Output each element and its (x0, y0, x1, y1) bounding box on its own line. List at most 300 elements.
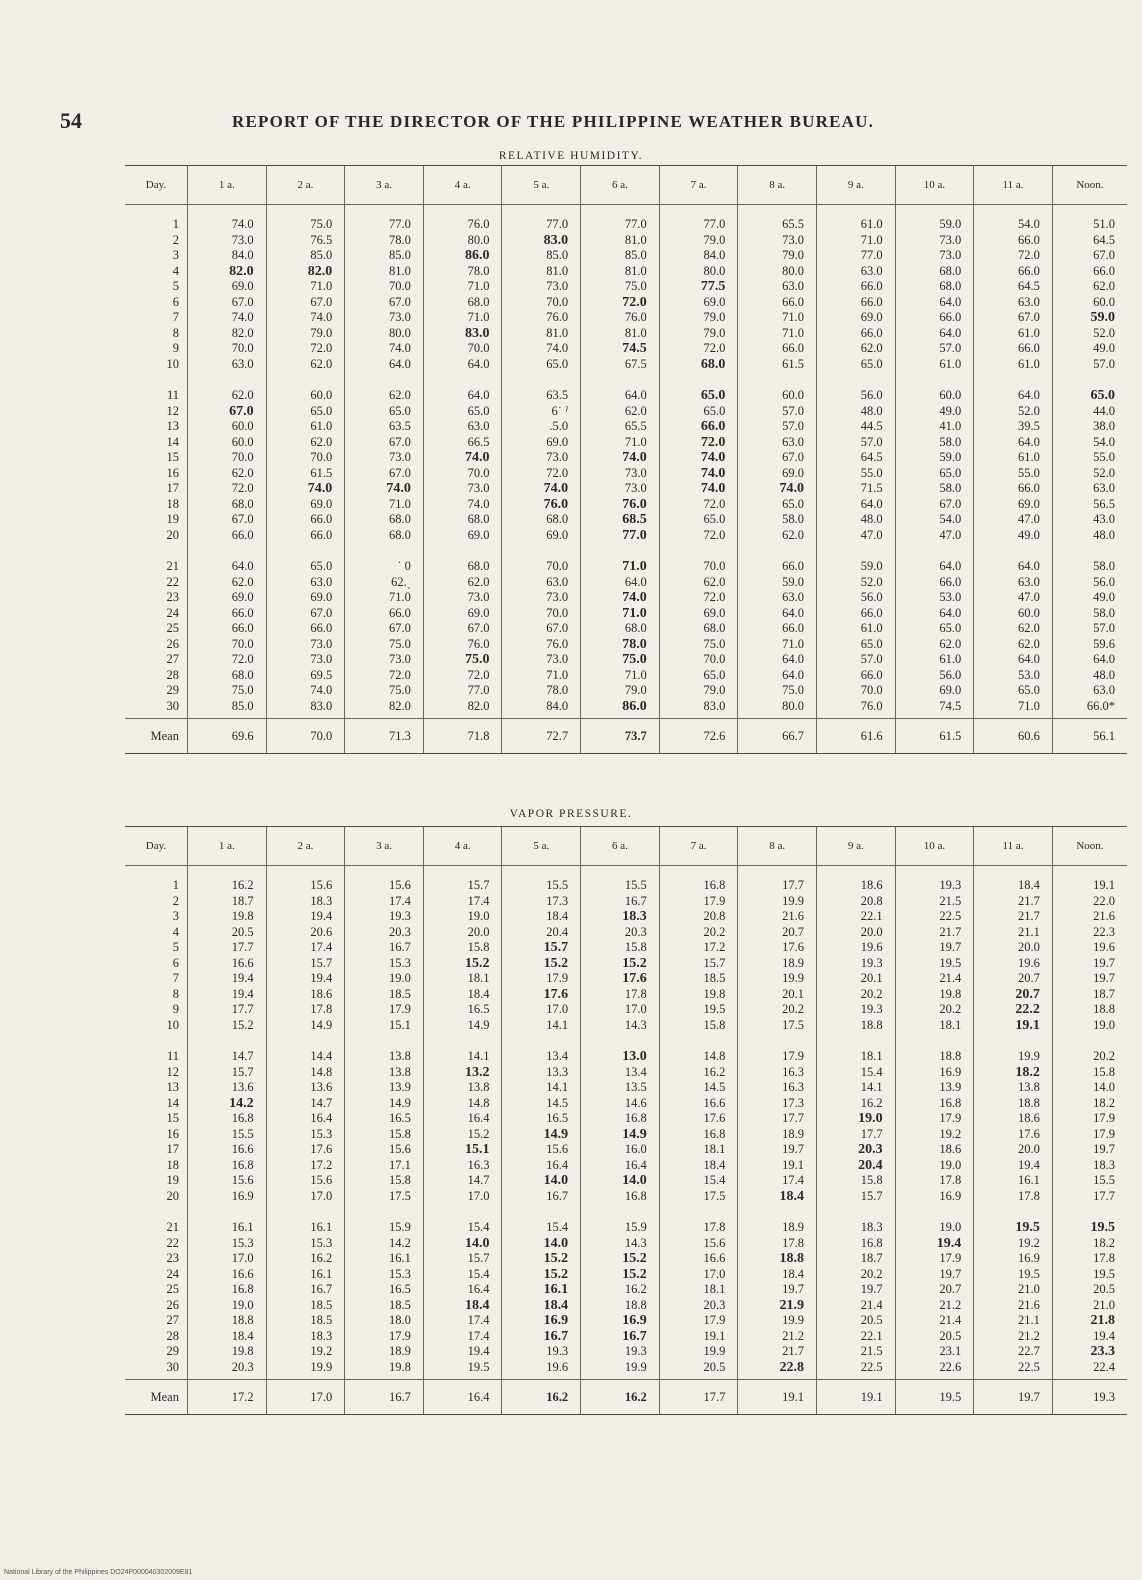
day-cell: 26 (166, 636, 179, 651)
mean-value: 72.6 (659, 719, 738, 754)
value-cell: 14.0 (502, 1173, 581, 1189)
value-cell: 63.0 (1052, 481, 1127, 497)
value-cell: 19.0 (423, 909, 502, 925)
value-cell: 72.0 (502, 466, 581, 482)
value-cell: 77.0 (581, 528, 660, 548)
value-cell: 16.6 (187, 956, 266, 972)
value-cell: 20.0 (816, 925, 895, 941)
table-row (125, 1208, 1127, 1236)
value-cell: 17.0 (581, 1002, 660, 1018)
value-cell: 15.6 (659, 1236, 738, 1252)
value-cell: 21.9 (738, 1298, 817, 1314)
value-cell: 76.0 (423, 637, 502, 653)
mean-value: 19.3 (1052, 1380, 1127, 1415)
value-cell: 73.0 (266, 652, 345, 668)
day-cell: 6 (172, 955, 179, 970)
table-row (125, 1002, 1127, 1018)
value-cell: 21.2 (895, 1298, 974, 1314)
mean-value: 56.1 (1052, 719, 1127, 754)
value-cell: 20.5 (187, 925, 266, 941)
value-cell: 69.5 (266, 668, 345, 684)
relative-humidity-table (125, 165, 1127, 754)
table-row (125, 404, 1127, 420)
value-cell: 73.0 (187, 233, 266, 249)
table-row (125, 1298, 1127, 1314)
hour-column-header: 1 a. (187, 166, 266, 205)
value-cell: 13.4 (502, 1037, 581, 1065)
value-cell: 19.4 (895, 1236, 974, 1252)
value-cell: 17.9 (1052, 1127, 1127, 1143)
value-cell: 72.0 (659, 435, 738, 451)
value-cell: 67.0 (502, 621, 581, 637)
value-cell: 19.9 (738, 971, 817, 987)
value-cell: 15.8 (423, 940, 502, 956)
value-cell: 13.2 (423, 1065, 502, 1081)
value-cell: 71.0 (345, 497, 424, 513)
value-cell: 72.0 (974, 248, 1053, 264)
value-cell: 15.7 (423, 1251, 502, 1267)
value-cell: 85.0 (345, 248, 424, 264)
value-cell: 72.0 (659, 528, 738, 548)
table-row (125, 575, 1127, 591)
value-cell: 16.7 (266, 1282, 345, 1298)
day-cell: 26 (166, 1297, 179, 1312)
value-cell: 48.0 (1052, 668, 1127, 684)
value-cell: 74.0 (345, 341, 424, 357)
value-cell: 82.0 (423, 699, 502, 719)
table-row (125, 1173, 1127, 1189)
value-cell: 17.6 (266, 1142, 345, 1158)
mean-value: 72.7 (502, 719, 581, 754)
day-cell: 16 (166, 465, 179, 480)
value-cell: 19.3 (581, 1344, 660, 1360)
day-cell: 5 (172, 279, 179, 293)
value-cell: 19.7 (1052, 1142, 1127, 1158)
value-cell: 60.0 (1052, 295, 1127, 311)
value-cell: 16.9 (895, 1065, 974, 1081)
value-cell: 57.0 (1052, 357, 1127, 377)
value-cell: 71.0 (738, 637, 817, 653)
hour-column-header: 9 a. (816, 166, 895, 205)
value-cell: 13.5 (581, 1080, 660, 1096)
value-cell: 70.0 (187, 637, 266, 653)
table-row (125, 1127, 1127, 1143)
value-cell: 74.0 (738, 481, 817, 497)
value-cell: 69.0 (187, 590, 266, 606)
value-cell: 83.0 (659, 699, 738, 719)
value-cell: 15.2 (502, 956, 581, 972)
value-cell: 52.0 (1052, 326, 1127, 342)
value-cell: 16.1 (266, 1267, 345, 1283)
day-cell: 13 (166, 419, 179, 433)
value-cell: 79.0 (659, 233, 738, 249)
value-cell: 18.3 (581, 909, 660, 925)
table-row (125, 1313, 1127, 1329)
table-row (125, 1360, 1127, 1380)
table-row (125, 637, 1127, 653)
value-cell: 14.3 (581, 1236, 660, 1252)
value-cell: 72.0 (187, 481, 266, 497)
table-row (125, 481, 1127, 497)
table-row (125, 652, 1127, 668)
mean-value: 17.0 (266, 1380, 345, 1415)
value-cell: 59.0 (895, 450, 974, 466)
value-cell: 17.9 (659, 1313, 738, 1329)
value-cell: 73.0 (502, 652, 581, 668)
value-cell: 69.0 (738, 466, 817, 482)
value-cell: 76.5 (266, 233, 345, 249)
value-cell: 17.9 (895, 1251, 974, 1267)
day-cell: 8 (172, 325, 179, 340)
value-cell: 18.7 (816, 1251, 895, 1267)
value-cell: 62.0 (895, 637, 974, 653)
value-cell: 18.5 (266, 1313, 345, 1329)
value-cell: 16.1 (974, 1173, 1053, 1189)
table-row (125, 987, 1127, 1003)
mean-value: 17.7 (659, 1380, 738, 1415)
value-cell: 69.0 (895, 683, 974, 699)
value-cell: 21.6 (1052, 909, 1127, 925)
value-cell: 74.0 (187, 310, 266, 326)
vapor-section-title: VAPOR PRESSURE. (509, 808, 633, 820)
day-cell: 11 (166, 1049, 179, 1063)
value-cell: 66.0 (816, 326, 895, 342)
value-cell: 69.0 (816, 310, 895, 326)
value-cell: 66.0 (187, 606, 266, 622)
value-cell: 17.5 (659, 1189, 738, 1209)
value-cell: 20.4 (816, 1158, 895, 1174)
value-cell: 74.5 (895, 699, 974, 719)
value-cell: 71.0 (581, 547, 660, 575)
value-cell: 74.0 (187, 205, 266, 233)
value-cell: 72.0 (187, 652, 266, 668)
value-cell: 16.6 (659, 1096, 738, 1112)
value-cell: 23.3 (1052, 1344, 1127, 1360)
hour-column-header: 5 a. (502, 166, 581, 205)
value-cell: 19.9 (581, 1360, 660, 1380)
value-cell: 79.0 (659, 683, 738, 699)
value-cell: 67.0 (187, 295, 266, 311)
value-cell: 82.0 (187, 264, 266, 280)
value-cell: 21.1 (974, 1313, 1053, 1329)
value-cell: 21.0 (974, 1282, 1053, 1298)
value-cell: 18.4 (423, 1298, 502, 1314)
value-cell: 19.6 (1052, 940, 1127, 956)
value-cell: 67.0 (738, 450, 817, 466)
value-cell: 62.0 (581, 404, 660, 420)
value-cell: 53.0 (895, 590, 974, 606)
value-cell: 16.9 (974, 1251, 1053, 1267)
value-cell: 39.5 (974, 419, 1053, 435)
value-cell: 83.0 (502, 233, 581, 249)
value-cell: 19.7 (738, 1282, 817, 1298)
value-cell: 16.2 (187, 866, 266, 894)
value-cell: 64.0 (974, 652, 1053, 668)
value-cell: 75.0 (659, 637, 738, 653)
mean-value: 61.5 (895, 719, 974, 754)
day-cell: 1 (172, 878, 179, 892)
day-cell: 2 (172, 232, 179, 247)
value-cell: 65.0 (266, 547, 345, 575)
value-cell: 72.0 (659, 341, 738, 357)
value-cell: 18.6 (816, 866, 895, 894)
value-cell: 20.2 (895, 1002, 974, 1018)
day-cell: 28 (166, 1328, 179, 1343)
value-cell: 15.6 (187, 1173, 266, 1189)
value-cell: 79.0 (738, 248, 817, 264)
value-cell: 18.2 (1052, 1096, 1127, 1112)
value-cell: 13.0 (581, 1037, 660, 1065)
value-cell: 17.3 (502, 894, 581, 910)
value-cell: 15.7 (423, 866, 502, 894)
day-cell: 29 (166, 683, 179, 697)
mean-value: 17.2 (187, 1380, 266, 1415)
value-cell: 19.7 (1052, 971, 1127, 987)
vapor-pressure-table (125, 826, 1127, 1415)
value-cell: 16.8 (581, 1189, 660, 1209)
value-cell: 19.7 (738, 1142, 817, 1158)
value-cell: 18.4 (187, 1329, 266, 1345)
value-cell: 15.5 (187, 1127, 266, 1143)
table-row (125, 925, 1127, 941)
value-cell: 81.0 (581, 233, 660, 249)
value-cell: 15.6 (266, 866, 345, 894)
value-cell: 66.0 (895, 310, 974, 326)
value-cell: 18.9 (738, 956, 817, 972)
value-cell: 19.7 (895, 1267, 974, 1283)
value-cell: 57.0 (816, 652, 895, 668)
value-cell: 21.6 (974, 1298, 1053, 1314)
value-cell: 19.0 (187, 1298, 266, 1314)
value-cell: 16.8 (895, 1096, 974, 1112)
value-cell: 44.0 (1052, 404, 1127, 420)
mean-row (125, 719, 1127, 754)
value-cell: 17.6 (974, 1127, 1053, 1143)
table-row (125, 1329, 1127, 1345)
value-cell: 17.9 (502, 971, 581, 987)
value-cell: 74.0 (581, 450, 660, 466)
value-cell: 14.1 (502, 1080, 581, 1096)
value-cell: 15.2 (502, 1251, 581, 1267)
day-cell: 25 (166, 1282, 179, 1296)
value-cell: 16.6 (659, 1251, 738, 1267)
value-cell: 62.0 (659, 575, 738, 591)
value-cell: 47.0 (895, 528, 974, 548)
value-cell: 17.8 (266, 1002, 345, 1018)
day-cell: 8 (172, 986, 179, 1001)
day-cell: 29 (166, 1344, 179, 1358)
value-cell: 79.0 (659, 326, 738, 342)
value-cell: 17.6 (581, 971, 660, 987)
value-cell: 18.7 (1052, 987, 1127, 1003)
mean-value: 16.4 (423, 1380, 502, 1415)
value-cell: 43.0 (1052, 512, 1127, 528)
value-cell: 21.5 (895, 894, 974, 910)
value-cell: 16.1 (187, 1208, 266, 1236)
table-row (125, 512, 1127, 528)
value-cell: 71.0 (345, 590, 424, 606)
value-cell: 61.0 (816, 205, 895, 233)
value-cell: 66.0 (738, 295, 817, 311)
value-cell: 20.0 (974, 940, 1053, 956)
value-cell: 18.3 (816, 1208, 895, 1236)
value-cell: 63.5 (345, 419, 424, 435)
value-cell: 67.0 (345, 621, 424, 637)
value-cell: 15.3 (345, 956, 424, 972)
value-cell: 17.9 (659, 894, 738, 910)
value-cell: 17.8 (974, 1189, 1053, 1209)
value-cell: 77.0 (423, 683, 502, 699)
value-cell: 16.2 (266, 1251, 345, 1267)
value-cell: 67.0 (423, 621, 502, 637)
day-cell: 7 (172, 971, 179, 985)
value-cell: 23.1 (895, 1344, 974, 1360)
value-cell: 74.0 (581, 590, 660, 606)
value-cell: 63.0 (816, 264, 895, 280)
value-cell: 22.4 (1052, 1360, 1127, 1380)
value-cell: 72.0 (266, 341, 345, 357)
value-cell: 19.3 (895, 866, 974, 894)
value-cell: 20.2 (816, 987, 895, 1003)
value-cell: 84.0 (187, 248, 266, 264)
value-cell: 19.4 (423, 1344, 502, 1360)
value-cell: 17.9 (895, 1111, 974, 1127)
value-cell: 18.2 (974, 1065, 1053, 1081)
value-cell: 15.4 (502, 1208, 581, 1236)
value-cell: 44.5 (816, 419, 895, 435)
table-row (125, 1111, 1127, 1127)
value-cell: 75.0 (345, 683, 424, 699)
day-cell: 24 (166, 605, 179, 620)
value-cell: 16.2 (816, 1096, 895, 1112)
value-cell: 14.9 (502, 1127, 581, 1143)
value-cell: 18.1 (895, 1018, 974, 1038)
table-row (125, 1344, 1127, 1360)
value-cell: 17.4 (423, 1329, 502, 1345)
value-cell: 19.8 (659, 987, 738, 1003)
value-cell: 15.4 (423, 1208, 502, 1236)
value-cell: 19.3 (816, 956, 895, 972)
value-cell: 17.9 (345, 1002, 424, 1018)
day-cell: 12 (166, 1064, 179, 1079)
value-cell: 15.4 (423, 1267, 502, 1283)
value-cell: 18.1 (659, 1142, 738, 1158)
hour-column-header: 2 a. (266, 827, 345, 866)
mean-value: 61.6 (816, 719, 895, 754)
value-cell: 21.6 (738, 909, 817, 925)
value-cell: 16.8 (659, 866, 738, 894)
value-cell: 71.0 (266, 279, 345, 295)
value-cell: 61.5 (738, 357, 817, 377)
value-cell: 17.5 (345, 1189, 424, 1209)
value-cell: 64.0 (738, 606, 817, 622)
value-cell: 17.9 (1052, 1111, 1127, 1127)
value-cell: 62.0 (187, 466, 266, 482)
value-cell: 81.0 (345, 264, 424, 280)
value-cell: 77.0 (502, 205, 581, 233)
value-cell: 17.6 (659, 1111, 738, 1127)
value-cell: 41.0 (895, 419, 974, 435)
value-cell: 17.4 (738, 1173, 817, 1189)
value-cell: 78.0 (502, 683, 581, 699)
value-cell: 57.0 (895, 341, 974, 357)
value-cell: 64.0 (738, 652, 817, 668)
table-row (125, 547, 1127, 575)
table-row (125, 606, 1127, 622)
value-cell: 15.6 (502, 1142, 581, 1158)
value-cell: 68.0 (502, 512, 581, 528)
value-cell: 15.2 (423, 1127, 502, 1143)
day-cell: 2 (172, 893, 179, 908)
value-cell: 74.0 (345, 481, 424, 497)
value-cell: 16.4 (581, 1158, 660, 1174)
value-cell: 19.5 (974, 1267, 1053, 1283)
value-cell: 85.0 (502, 248, 581, 264)
table-row (125, 205, 1127, 233)
value-cell: 64.0 (187, 547, 266, 575)
value-cell: 67.0 (974, 310, 1053, 326)
value-cell: 20.2 (659, 925, 738, 941)
value-cell: 16.8 (187, 1111, 266, 1127)
value-cell: 57.0 (738, 404, 817, 420)
day-cell: 6 (172, 294, 179, 309)
mean-value: 16.2 (581, 1380, 660, 1415)
value-cell: 63.0 (502, 575, 581, 591)
value-cell: 18.4 (502, 1298, 581, 1314)
value-cell: 74.0 (659, 450, 738, 466)
value-cell: 16.8 (187, 1282, 266, 1298)
value-cell: 16.7 (581, 894, 660, 910)
hour-column-header: 8 a. (738, 827, 817, 866)
value-cell: 47.0 (816, 528, 895, 548)
value-cell: 69.0 (659, 295, 738, 311)
mean-label: Mean (125, 719, 187, 754)
value-cell: 70.0 (423, 466, 502, 482)
day-cell: 1 (172, 217, 179, 231)
value-cell: 18.4 (423, 987, 502, 1003)
day-cell: 19 (166, 1173, 179, 1187)
table-row (125, 1267, 1127, 1283)
value-cell: 74.0 (266, 683, 345, 699)
value-cell: 64.0 (816, 497, 895, 513)
value-cell: 18.5 (345, 1298, 424, 1314)
value-cell: 20.8 (816, 894, 895, 910)
value-cell: 15.7 (266, 956, 345, 972)
value-cell: 13.3 (502, 1065, 581, 1081)
value-cell: 64.0 (581, 376, 660, 404)
value-cell: 72.0 (659, 497, 738, 513)
value-cell: 16.3 (738, 1080, 817, 1096)
value-cell: 14.1 (502, 1018, 581, 1038)
value-cell: 59.0 (1052, 310, 1127, 326)
value-cell: 67.0 (187, 404, 266, 420)
value-cell: 14.0 (1052, 1080, 1127, 1096)
value-cell: 77.0 (816, 248, 895, 264)
value-cell: 15.7 (659, 956, 738, 972)
value-cell: 17.4 (423, 1313, 502, 1329)
value-cell: 22.2 (974, 1002, 1053, 1018)
day-cell: 22 (166, 1235, 179, 1250)
value-cell: 75.0 (345, 637, 424, 653)
value-cell: 63.0 (1052, 683, 1127, 699)
value-cell: 19.9 (659, 1344, 738, 1360)
value-cell: 19.1 (974, 1018, 1053, 1038)
value-cell: 64.0 (423, 357, 502, 377)
value-cell: 14.2 (345, 1236, 424, 1252)
value-cell: 60.0 (895, 376, 974, 404)
day-cell: 18 (166, 496, 179, 511)
value-cell: 64.0 (895, 606, 974, 622)
